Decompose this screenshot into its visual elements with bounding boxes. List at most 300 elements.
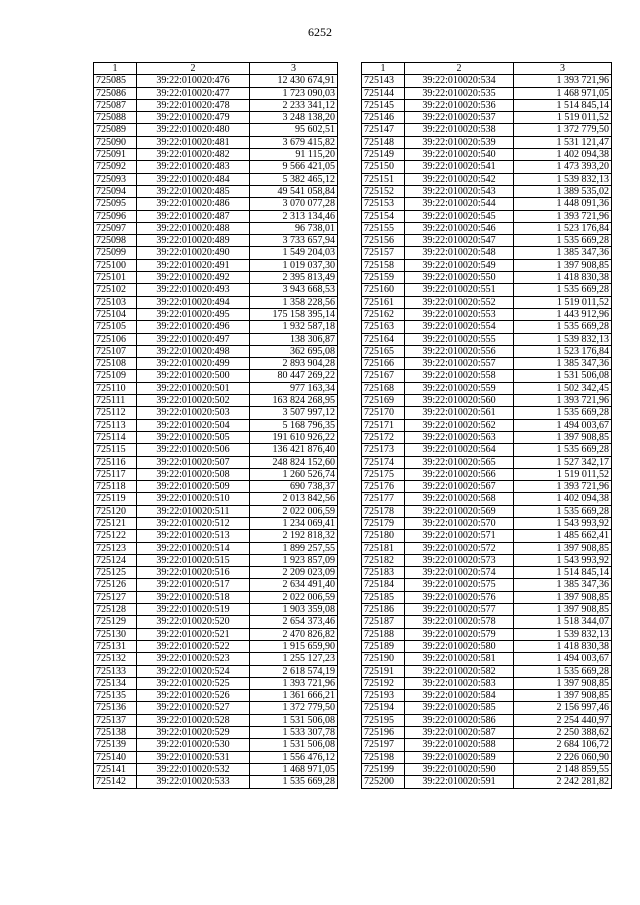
table-row <box>362 653 612 665</box>
table-row <box>362 345 612 357</box>
cadastral-value-cell: 1 397 908,85 <box>514 604 612 616</box>
row-number-cell: 725144 <box>362 87 405 99</box>
cadastral-value-cell: 690 738,37 <box>250 481 338 493</box>
row-number-cell: 725184 <box>362 579 405 591</box>
cadastral-value-cell: 2 022 006,59 <box>250 505 338 517</box>
cadastral-number-cell: 39:22:010020:569 <box>405 505 514 517</box>
table-row <box>362 714 612 726</box>
cadastral-value-cell: 1 393 721,96 <box>514 481 612 493</box>
table-row <box>94 616 338 628</box>
cadastral-value-cell: 1 418 830,38 <box>514 640 612 652</box>
cadastral-number-cell: 39:22:010020:494 <box>137 296 250 308</box>
row-number-cell: 725158 <box>362 259 405 271</box>
cadastral-value-cell: 1 418 830,38 <box>514 272 612 284</box>
column-header: 1 <box>362 63 405 75</box>
table-row <box>362 554 612 566</box>
cadastral-number-cell: 39:22:010020:572 <box>405 542 514 554</box>
cadastral-number-cell: 39:22:010020:550 <box>405 272 514 284</box>
table-row <box>362 567 612 579</box>
cadastral-number-cell: 39:22:010020:493 <box>137 284 250 296</box>
row-number-cell: 725123 <box>94 542 137 554</box>
cadastral-number-cell: 39:22:010020:508 <box>137 468 250 480</box>
cadastral-number-cell: 39:22:010020:520 <box>137 616 250 628</box>
cadastral-number-cell: 39:22:010020:519 <box>137 604 250 616</box>
row-number-cell: 725160 <box>362 284 405 296</box>
cadastral-number-cell: 39:22:010020:580 <box>405 640 514 652</box>
cadastral-number-cell: 39:22:010020:578 <box>405 616 514 628</box>
row-number-cell: 725161 <box>362 296 405 308</box>
cadastral-value-cell: 9 566 421,05 <box>250 161 338 173</box>
cadastral-number-cell: 39:22:010020:558 <box>405 370 514 382</box>
cadastral-value-cell: 1 535 669,28 <box>514 444 612 456</box>
row-number-cell: 725192 <box>362 677 405 689</box>
cadastral-number-cell: 39:22:010020:507 <box>137 456 250 468</box>
cadastral-number-cell: 39:22:010020:547 <box>405 235 514 247</box>
cadastral-value-cell: 1 539 832,13 <box>514 333 612 345</box>
cadastral-number-cell: 39:22:010020:543 <box>405 185 514 197</box>
cadastral-value-cell: 1 519 011,52 <box>514 296 612 308</box>
cadastral-value-cell: 1 514 845,14 <box>514 567 612 579</box>
cadastral-number-cell: 39:22:010020:515 <box>137 554 250 566</box>
cadastral-value-cell: 1 502 342,45 <box>514 382 612 394</box>
table-row <box>362 161 612 173</box>
table-row <box>94 124 338 136</box>
table-row <box>94 702 338 714</box>
table-row <box>94 505 338 517</box>
row-number-cell: 725113 <box>94 419 137 431</box>
row-number-cell: 725093 <box>94 173 137 185</box>
cadastral-value-cell: 1 523 176,84 <box>514 222 612 234</box>
cadastral-value-cell: 1 443 912,96 <box>514 308 612 320</box>
table-row <box>94 554 338 566</box>
row-number-cell: 725138 <box>94 727 137 739</box>
cadastral-number-cell: 39:22:010020:562 <box>405 419 514 431</box>
cadastral-value-cell: 1 556 476,12 <box>250 751 338 763</box>
row-number-cell: 725135 <box>94 690 137 702</box>
table-row <box>362 739 612 751</box>
cadastral-value-cell: 1 535 669,28 <box>514 284 612 296</box>
table-row <box>94 419 338 431</box>
cadastral-value-cell: 1 393 721,96 <box>250 677 338 689</box>
table-row <box>94 751 338 763</box>
table-row <box>362 493 612 505</box>
cadastral-value-cell: 138 306,87 <box>250 333 338 345</box>
row-number-cell: 725142 <box>94 776 137 788</box>
row-number-cell: 725087 <box>94 99 137 111</box>
row-number-cell: 725121 <box>94 517 137 529</box>
table-row <box>362 616 612 628</box>
table-row <box>94 456 338 468</box>
cadastral-number-cell: 39:22:010020:574 <box>405 567 514 579</box>
table-row <box>362 222 612 234</box>
table-row <box>94 358 338 370</box>
table-row <box>362 702 612 714</box>
table-row <box>362 419 612 431</box>
row-number-cell: 725168 <box>362 382 405 394</box>
table-row <box>362 136 612 148</box>
cadastral-number-cell: 39:22:010020:584 <box>405 690 514 702</box>
cadastral-number-cell: 39:22:010020:548 <box>405 247 514 259</box>
table-row <box>362 247 612 259</box>
cadastral-value-cell: 1 519 011,52 <box>514 468 612 480</box>
row-number-cell: 725154 <box>362 210 405 222</box>
table-row <box>362 481 612 493</box>
cadastral-value-cell: 1 535 669,28 <box>514 235 612 247</box>
table-row <box>362 407 612 419</box>
row-number-cell: 725165 <box>362 345 405 357</box>
cadastral-value-cell: 2 250 388,62 <box>514 727 612 739</box>
row-number-cell: 725190 <box>362 653 405 665</box>
table-row <box>94 161 338 173</box>
row-number-cell: 725141 <box>94 763 137 775</box>
cadastral-value-cell: 2 013 842,56 <box>250 493 338 505</box>
cadastral-value-cell: 1 473 393,20 <box>514 161 612 173</box>
cadastral-value-cell: 1 531 506,08 <box>250 714 338 726</box>
cadastral-number-cell: 39:22:010020:591 <box>405 776 514 788</box>
row-number-cell: 725117 <box>94 468 137 480</box>
cadastral-value-cell: 2 148 859,55 <box>514 763 612 775</box>
cadastral-number-cell: 39:22:010020:577 <box>405 604 514 616</box>
cadastral-number-cell: 39:22:010020:576 <box>405 591 514 603</box>
cadastral-value-cell: 1 932 587,18 <box>250 321 338 333</box>
cadastral-value-cell: 1 397 908,85 <box>514 431 612 443</box>
cadastral-number-cell: 39:22:010020:527 <box>137 702 250 714</box>
cadastral-value-cell: 1 514 845,14 <box>514 99 612 111</box>
cadastral-value-cell: 1 535 669,28 <box>514 665 612 677</box>
cadastral-number-cell: 39:22:010020:557 <box>405 358 514 370</box>
cadastral-number-cell: 39:22:010020:579 <box>405 628 514 640</box>
cadastral-number-cell: 39:22:010020:521 <box>137 628 250 640</box>
row-number-cell: 725198 <box>362 751 405 763</box>
row-number-cell: 725188 <box>362 628 405 640</box>
table-row <box>94 431 338 443</box>
table-row <box>94 677 338 689</box>
table-row <box>94 542 338 554</box>
cadastral-number-cell: 39:22:010020:483 <box>137 161 250 173</box>
cadastral-value-cell: 2 209 023,09 <box>250 567 338 579</box>
table-row <box>362 370 612 382</box>
cadastral-number-cell: 39:22:010020:588 <box>405 739 514 751</box>
table-row <box>94 407 338 419</box>
cadastral-number-cell: 39:22:010020:526 <box>137 690 250 702</box>
cadastral-number-cell: 39:22:010020:511 <box>137 505 250 517</box>
cadastral-number-cell: 39:22:010020:516 <box>137 567 250 579</box>
table-row <box>362 468 612 480</box>
cadastral-value-cell: 1 389 535,02 <box>514 185 612 197</box>
row-number-cell: 725110 <box>94 382 137 394</box>
cadastral-value-cell: 1 539 832,13 <box>514 173 612 185</box>
column-header: 2 <box>405 63 514 75</box>
cadastral-value-cell: 1 358 228,56 <box>250 296 338 308</box>
row-number-cell: 725143 <box>362 75 405 87</box>
table-row <box>362 321 612 333</box>
data-table-left <box>93 62 338 789</box>
cadastral-value-cell: 2 022 006,59 <box>250 591 338 603</box>
cadastral-number-cell: 39:22:010020:575 <box>405 579 514 591</box>
cadastral-value-cell: 2 242 281,82 <box>514 776 612 788</box>
cadastral-value-cell: 49 541 058,84 <box>250 185 338 197</box>
cadastral-number-cell: 39:22:010020:538 <box>405 124 514 136</box>
cadastral-number-cell: 39:22:010020:499 <box>137 358 250 370</box>
cadastral-value-cell: 1 549 204,03 <box>250 247 338 259</box>
row-number-cell: 725095 <box>94 198 137 210</box>
row-number-cell: 725183 <box>362 567 405 579</box>
cadastral-value-cell: 248 824 152,60 <box>250 456 338 468</box>
cadastral-value-cell: 1 723 090,03 <box>250 87 338 99</box>
cadastral-value-cell: 2 226 060,90 <box>514 751 612 763</box>
cadastral-number-cell: 39:22:010020:525 <box>137 677 250 689</box>
cadastral-value-cell: 2 254 440,97 <box>514 714 612 726</box>
table-row <box>94 604 338 616</box>
cadastral-number-cell: 39:22:010020:479 <box>137 112 250 124</box>
cadastral-number-cell: 39:22:010020:496 <box>137 321 250 333</box>
row-number-cell: 725088 <box>94 112 137 124</box>
row-number-cell: 725175 <box>362 468 405 480</box>
row-number-cell: 725189 <box>362 640 405 652</box>
cadastral-number-cell: 39:22:010020:532 <box>137 763 250 775</box>
cadastral-value-cell: 1 531 506,08 <box>250 739 338 751</box>
table-row <box>362 198 612 210</box>
cadastral-number-cell: 39:22:010020:590 <box>405 763 514 775</box>
cadastral-number-cell: 39:22:010020:506 <box>137 444 250 456</box>
cadastral-number-cell: 39:22:010020:573 <box>405 554 514 566</box>
cadastral-number-cell: 39:22:010020:539 <box>405 136 514 148</box>
cadastral-number-cell: 39:22:010020:476 <box>137 75 250 87</box>
cadastral-number-cell: 39:22:010020:585 <box>405 702 514 714</box>
table-row <box>94 112 338 124</box>
row-number-cell: 725094 <box>94 185 137 197</box>
row-number-cell: 725107 <box>94 345 137 357</box>
row-number-cell: 725102 <box>94 284 137 296</box>
row-number-cell: 725098 <box>94 235 137 247</box>
cadastral-number-cell: 39:22:010020:541 <box>405 161 514 173</box>
cadastral-value-cell: 1 402 094,38 <box>514 493 612 505</box>
cadastral-number-cell: 39:22:010020:502 <box>137 395 250 407</box>
table-row <box>94 296 338 308</box>
cadastral-number-cell: 39:22:010020:524 <box>137 665 250 677</box>
row-number-cell: 725169 <box>362 395 405 407</box>
table-row <box>94 247 338 259</box>
cadastral-number-cell: 39:22:010020:480 <box>137 124 250 136</box>
row-number-cell: 725159 <box>362 272 405 284</box>
row-number-cell: 725106 <box>94 333 137 345</box>
cadastral-number-cell: 39:22:010020:535 <box>405 87 514 99</box>
row-number-cell: 725173 <box>362 444 405 456</box>
cadastral-value-cell: 1 519 011,52 <box>514 112 612 124</box>
cadastral-value-cell: 5 382 465,12 <box>250 173 338 185</box>
table-row <box>94 87 338 99</box>
row-number-cell: 725119 <box>94 493 137 505</box>
cadastral-value-cell: 1 535 669,28 <box>514 407 612 419</box>
cadastral-number-cell: 39:22:010020:554 <box>405 321 514 333</box>
row-number-cell: 725089 <box>94 124 137 136</box>
cadastral-value-cell: 1 397 908,85 <box>514 591 612 603</box>
cadastral-number-cell: 39:22:010020:512 <box>137 517 250 529</box>
table-row <box>94 690 338 702</box>
row-number-cell: 725122 <box>94 530 137 542</box>
row-number-cell: 725155 <box>362 222 405 234</box>
cadastral-number-cell: 39:22:010020:501 <box>137 382 250 394</box>
cadastral-value-cell: 2 634 491,40 <box>250 579 338 591</box>
cadastral-value-cell: 80 447 269,22 <box>250 370 338 382</box>
cadastral-value-cell: 362 695,08 <box>250 345 338 357</box>
row-number-cell: 725100 <box>94 259 137 271</box>
cadastral-number-cell: 39:22:010020:505 <box>137 431 250 443</box>
cadastral-number-cell: 39:22:010020:503 <box>137 407 250 419</box>
cadastral-value-cell: 91 115,20 <box>250 149 338 161</box>
row-number-cell: 725105 <box>94 321 137 333</box>
cadastral-value-cell: 3 943 668,53 <box>250 284 338 296</box>
cadastral-value-cell: 1 543 993,92 <box>514 554 612 566</box>
cadastral-number-cell: 39:22:010020:571 <box>405 530 514 542</box>
cadastral-value-cell: 1 448 091,36 <box>514 198 612 210</box>
row-number-cell: 725099 <box>94 247 137 259</box>
table-row <box>362 456 612 468</box>
table-row <box>362 235 612 247</box>
cadastral-number-cell: 39:22:010020:481 <box>137 136 250 148</box>
table-row <box>362 296 612 308</box>
cadastral-number-cell: 39:22:010020:497 <box>137 333 250 345</box>
row-number-cell: 725129 <box>94 616 137 628</box>
table-row <box>362 382 612 394</box>
table-row <box>362 677 612 689</box>
row-number-cell: 725145 <box>362 99 405 111</box>
cadastral-value-cell: 1 385 347,36 <box>514 579 612 591</box>
cadastral-number-cell: 39:22:010020:556 <box>405 345 514 357</box>
table-row <box>94 727 338 739</box>
cadastral-value-cell: 1 372 779,50 <box>514 124 612 136</box>
row-number-cell: 725167 <box>362 370 405 382</box>
table-row <box>94 640 338 652</box>
table-row <box>94 333 338 345</box>
row-number-cell: 725196 <box>362 727 405 739</box>
table-row <box>94 739 338 751</box>
row-number-cell: 725148 <box>362 136 405 148</box>
row-number-cell: 725166 <box>362 358 405 370</box>
table-row <box>94 308 338 320</box>
cadastral-value-cell: 3 070 077,28 <box>250 198 338 210</box>
cadastral-value-cell: 1 393 721,96 <box>514 75 612 87</box>
table-row <box>362 444 612 456</box>
cadastral-number-cell: 39:22:010020:544 <box>405 198 514 210</box>
table-row <box>94 321 338 333</box>
row-number-cell: 725086 <box>94 87 137 99</box>
cadastral-number-cell: 39:22:010020:517 <box>137 579 250 591</box>
row-number-cell: 725124 <box>94 554 137 566</box>
cadastral-number-cell: 39:22:010020:488 <box>137 222 250 234</box>
cadastral-value-cell: 1 535 669,28 <box>514 505 612 517</box>
cadastral-value-cell: 136 421 876,40 <box>250 444 338 456</box>
table-row <box>362 530 612 542</box>
table-row <box>362 690 612 702</box>
row-number-cell: 725182 <box>362 554 405 566</box>
table-row <box>94 481 338 493</box>
cadastral-value-cell: 1 485 662,41 <box>514 530 612 542</box>
cadastral-value-cell: 1 397 908,85 <box>514 690 612 702</box>
row-number-cell: 725125 <box>94 567 137 579</box>
table-row <box>94 776 338 788</box>
cadastral-value-cell: 1 385 347,36 <box>514 247 612 259</box>
cadastral-value-cell: 1 903 359,08 <box>250 604 338 616</box>
cadastral-value-cell: 1 402 094,38 <box>514 149 612 161</box>
row-number-cell: 725197 <box>362 739 405 751</box>
table-row <box>94 530 338 542</box>
table-row <box>362 640 612 652</box>
row-number-cell: 725132 <box>94 653 137 665</box>
table-row <box>94 198 338 210</box>
cadastral-number-cell: 39:22:010020:492 <box>137 272 250 284</box>
table-row <box>362 358 612 370</box>
cadastral-value-cell: 1 531 506,08 <box>514 370 612 382</box>
cadastral-number-cell: 39:22:010020:529 <box>137 727 250 739</box>
cadastral-number-cell: 39:22:010020:514 <box>137 542 250 554</box>
table-row <box>94 382 338 394</box>
table-row <box>362 259 612 271</box>
row-number-cell: 725149 <box>362 149 405 161</box>
cadastral-value-cell: 1 535 669,28 <box>514 321 612 333</box>
cadastral-number-cell: 39:22:010020:504 <box>137 419 250 431</box>
cadastral-value-cell: 1 518 344,07 <box>514 616 612 628</box>
cadastral-number-cell: 39:22:010020:489 <box>137 235 250 247</box>
cadastral-value-cell: 2 395 813,49 <box>250 272 338 284</box>
cadastral-number-cell: 39:22:010020:523 <box>137 653 250 665</box>
row-number-cell: 725140 <box>94 751 137 763</box>
row-number-cell: 725090 <box>94 136 137 148</box>
cadastral-number-cell: 39:22:010020:566 <box>405 468 514 480</box>
cadastral-value-cell: 2 233 341,12 <box>250 99 338 111</box>
table-row <box>94 493 338 505</box>
table-row <box>94 173 338 185</box>
table-row <box>362 333 612 345</box>
row-number-cell: 725163 <box>362 321 405 333</box>
table-row <box>94 567 338 579</box>
cadastral-value-cell: 1 899 257,55 <box>250 542 338 554</box>
cadastral-value-cell: 1 361 666,21 <box>250 690 338 702</box>
table-row <box>362 284 612 296</box>
cadastral-number-cell: 39:22:010020:509 <box>137 481 250 493</box>
row-number-cell: 725092 <box>94 161 137 173</box>
page-number: 6252 <box>308 25 332 39</box>
cadastral-number-cell: 39:22:010020:565 <box>405 456 514 468</box>
table-row <box>362 505 612 517</box>
row-number-cell: 725139 <box>94 739 137 751</box>
table-header-row <box>362 63 612 75</box>
cadastral-number-cell: 39:22:010020:522 <box>137 640 250 652</box>
row-number-cell: 725131 <box>94 640 137 652</box>
cadastral-value-cell: 1 385 347,36 <box>514 358 612 370</box>
cadastral-number-cell: 39:22:010020:477 <box>137 87 250 99</box>
row-number-cell: 725114 <box>94 431 137 443</box>
table-row <box>362 395 612 407</box>
table-row <box>362 112 612 124</box>
cadastral-number-cell: 39:22:010020:513 <box>137 530 250 542</box>
cadastral-number-cell: 39:22:010020:568 <box>405 493 514 505</box>
cadastral-number-cell: 39:22:010020:586 <box>405 714 514 726</box>
cadastral-value-cell: 1 255 127,23 <box>250 653 338 665</box>
cadastral-value-cell: 3 507 997,12 <box>250 407 338 419</box>
row-number-cell: 725181 <box>362 542 405 554</box>
cadastral-number-cell: 39:22:010020:559 <box>405 382 514 394</box>
row-number-cell: 725116 <box>94 456 137 468</box>
cadastral-value-cell: 1 397 908,85 <box>514 542 612 554</box>
table-row <box>94 75 338 87</box>
cadastral-number-cell: 39:22:010020:589 <box>405 751 514 763</box>
cadastral-number-cell: 39:22:010020:561 <box>405 407 514 419</box>
column-header: 1 <box>94 63 137 75</box>
table-row <box>362 87 612 99</box>
row-number-cell: 725164 <box>362 333 405 345</box>
row-number-cell: 725097 <box>94 222 137 234</box>
